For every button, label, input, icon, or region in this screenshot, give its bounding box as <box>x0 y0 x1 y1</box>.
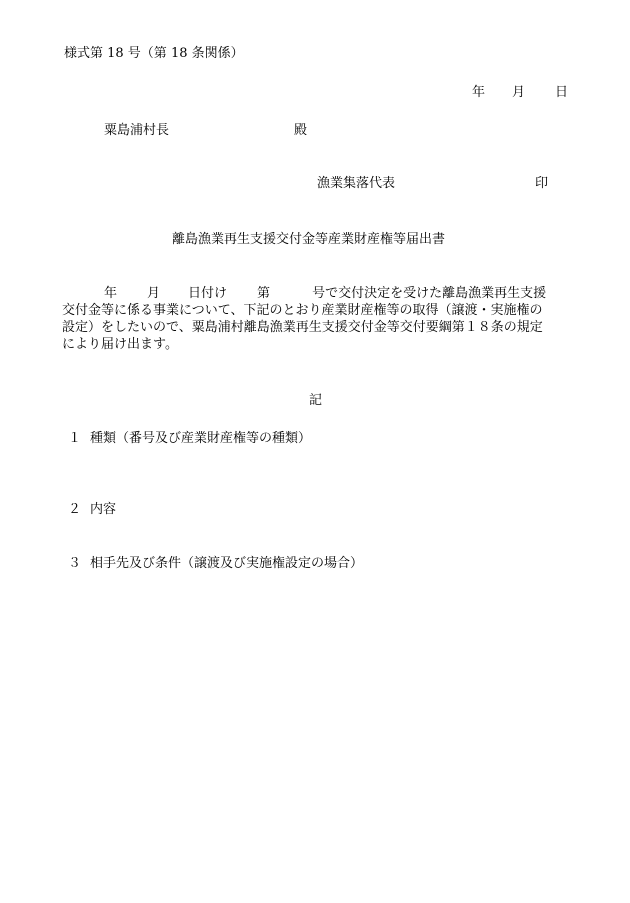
date-day-label: 日 <box>555 85 569 100</box>
date-year-label: 年 <box>472 85 486 100</box>
form-number: 様式第 18 号（第 18 条関係） <box>64 46 244 61</box>
seal-mark: 印 <box>535 176 549 191</box>
list-item <box>68 503 116 516</box>
body-line-3: 設定）をしたいので、粟島浦村離島漁業再生支援交付金等交付要綱第１８条の規定 <box>62 320 543 335</box>
item-number: ２ <box>68 502 82 517</box>
body-line-2: 交付金等に係る事業について、下記のとおり産業財産権等の取得（譲渡・実施権の <box>62 303 543 318</box>
document-title: 離島漁業再生支援交付金等産業財産権等届出書 <box>172 232 446 247</box>
date-month-label: 月 <box>512 85 526 100</box>
item-text: 内容 <box>90 502 117 517</box>
ki-heading: 記 <box>309 393 323 408</box>
item-number: ３ <box>68 556 82 571</box>
addressee-honorific: 殿 <box>294 123 308 138</box>
item-text: 種類（番号及び産業財産権等の種類） <box>90 431 312 446</box>
date-line <box>472 86 568 99</box>
body-line-1: 年 月 日付け 第 号で交付決定を受けた離島漁業再生支援 <box>104 286 547 301</box>
addressee-name: 粟島浦村長 <box>104 123 170 138</box>
item-number: １ <box>68 431 82 446</box>
body-line-4: により届け出ます。 <box>62 337 178 352</box>
body-paragraph <box>62 285 568 353</box>
item-text: 相手先及び条件（譲渡及び実施権設定の場合） <box>90 556 364 571</box>
list-item <box>68 557 363 570</box>
applicant-title: 漁業集落代表 <box>317 176 396 191</box>
list-item <box>68 432 311 445</box>
